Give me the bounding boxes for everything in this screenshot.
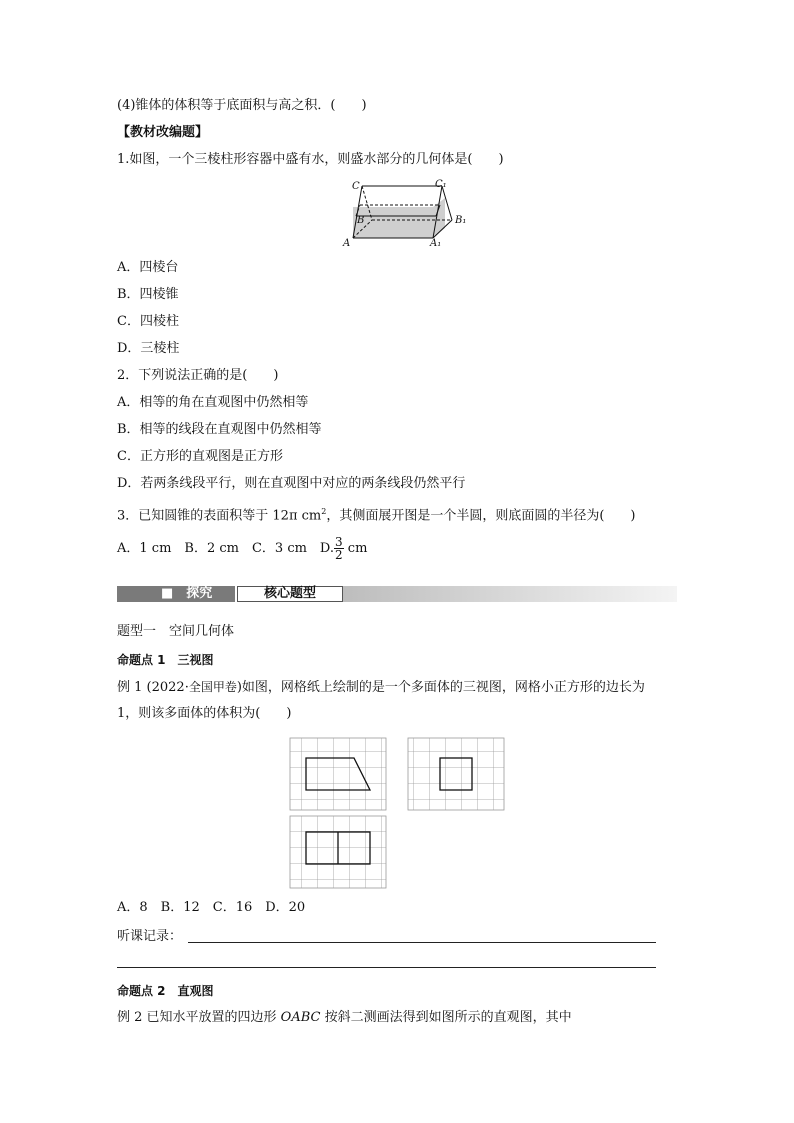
ex1-options: A．8 B．12 C．16 D．20: [117, 900, 306, 915]
side-view: [408, 738, 504, 810]
ex2-line1: 例 2 已知水平放置的四边形 OABC 按斜二测画法得到如图所示的直观图，其中: [117, 1010, 572, 1025]
notes-line-1[interactable]: [188, 942, 656, 943]
ex1-line1: 例 1 (2022·全国甲卷)如图，网格纸上绘制的是一个多面体的三视图，网格小正方形的边长为: [117, 680, 645, 695]
q1-option-b: B．四棱锥: [117, 287, 179, 302]
banner-core-label: 核心题型: [237, 586, 343, 602]
section-textbook-heading: 【教材改编题】: [117, 125, 209, 140]
item-4: (4)锥体的体积等于底面积与高之积．( ): [117, 98, 367, 113]
front-view: [290, 738, 386, 810]
q1-option-a: A．四棱台: [117, 260, 179, 275]
banner-gradient: [343, 586, 677, 602]
point1-heading: 命题点 1 三视图: [117, 653, 214, 667]
q2-option-b: B．相等的线段在直观图中仍然相等: [117, 422, 322, 437]
q2-option-d: D．若两条线段平行，则在直观图中对应的两条线段仍然平行: [117, 476, 466, 491]
three-view-grids: [285, 735, 510, 890]
label-A: A: [343, 238, 351, 249]
q1-stem: 1.如图，一个三棱柱形容器中盛有水，则盛水部分的几何体是( ): [117, 152, 504, 167]
q3-options: A．1 cm B．2 cm C．3 cm D. $\frac{3}{2}$ cm: [117, 535, 368, 562]
ex1-line2: 1，则该多面体的体积为( ): [117, 706, 292, 721]
label-C1: C₁: [435, 179, 447, 190]
notes-line-2[interactable]: [117, 967, 656, 968]
top-view: [290, 816, 386, 888]
q1-option-d: D．三棱柱: [117, 341, 180, 356]
q2-option-c: C．正方形的直观图是正方形: [117, 449, 283, 464]
q1-option-c: C．四棱柱: [117, 314, 179, 329]
label-B1: B₁: [455, 215, 467, 226]
fraction: $\frac{3}{2}$: [335, 535, 343, 562]
q2-stem: 2．下列说法正确的是( ): [117, 368, 279, 383]
notes-label: 听课记录：: [117, 929, 183, 944]
explore-banner: [117, 584, 677, 604]
point2-heading: 命题点 2 直观图: [117, 984, 214, 998]
q2-option-a: A．相等的角在直观图中仍然相等: [117, 395, 309, 410]
type1-heading: 题型一 空间几何体: [117, 624, 235, 639]
label-A1: A₁: [430, 238, 442, 249]
q3-stem: 3．已知圆锥的表面积等于 12π $cm^2$，其侧面展开图是一个半圆，则底面圆的半径为( ): [117, 507, 636, 524]
prism-figure: [335, 175, 465, 255]
label-C: C: [352, 181, 360, 192]
banner-explore-label: ■ 探究: [117, 586, 235, 602]
label-B: B: [357, 215, 365, 226]
